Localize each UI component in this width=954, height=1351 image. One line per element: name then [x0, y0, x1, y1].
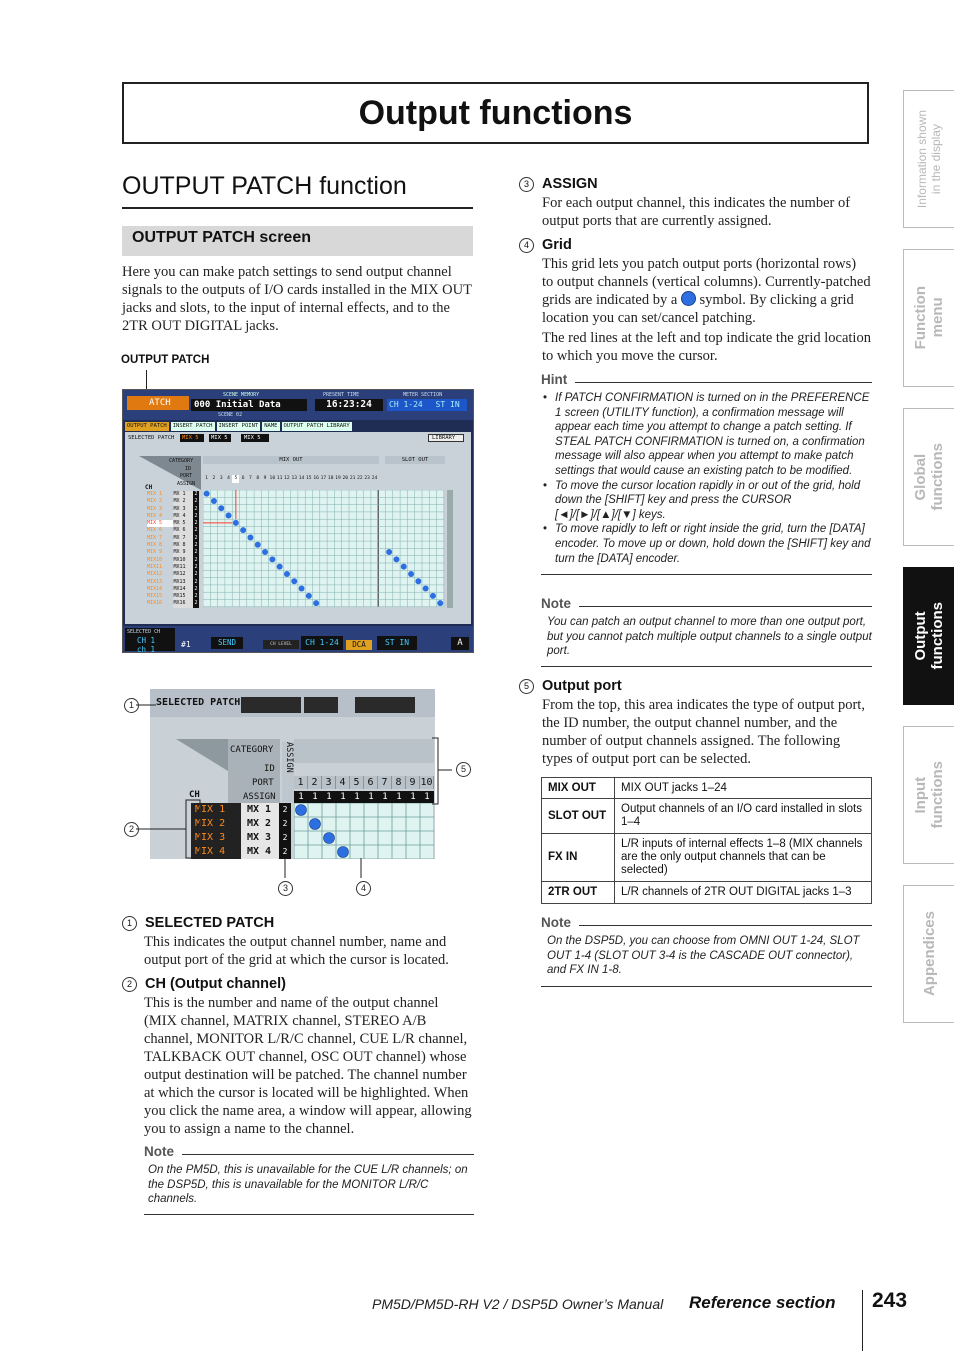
patch-grid[interactable] [203, 490, 445, 608]
patch-dot[interactable] [408, 571, 414, 577]
row-ch: MIX11 [147, 563, 163, 570]
patch-dot[interactable] [306, 593, 312, 599]
item-title: Grid [542, 237, 572, 253]
item-text: From the top, this area indicates the type of output port, the ID number, the output channel number, and the number of output channels assigned. The following types of output port can be selected. [542, 697, 865, 767]
callout-4: 4 [356, 881, 371, 896]
zoom-port-count: 1 [364, 791, 378, 803]
selected-ch: MIX 5 [180, 434, 204, 442]
grid-column-number: 3 [219, 476, 223, 481]
zoom-row-name: MX 2 [241, 817, 279, 831]
patch-dot[interactable] [313, 600, 319, 606]
zoom-row-assign: 2 [279, 803, 291, 817]
grid-row-label[interactable] [147, 491, 199, 498]
note-label: Note [541, 596, 571, 611]
zoom-category-label: CATEGORY [230, 745, 274, 755]
note-label: Note [144, 1144, 174, 1159]
callout-1: 1 [124, 698, 139, 713]
grid-column-number: 23 [364, 476, 370, 481]
row-name: MX 7 [173, 535, 194, 542]
grid-row-label[interactable] [147, 600, 199, 607]
row-name: MX 6 [173, 527, 194, 534]
zoom-row-name: MX 4 [241, 845, 279, 859]
zoom-column-number: 10 [420, 777, 433, 788]
page-title: Output functions [358, 93, 633, 132]
zoom-row-assign: 2 [279, 845, 291, 859]
zoom-port-count: 1 [392, 791, 406, 803]
grid-column-number: 1 [205, 476, 209, 481]
callout-5: 5 [456, 762, 471, 777]
scene-name: Initial Data [215, 400, 281, 410]
screen-function-tab[interactable]: ATCH [127, 396, 189, 410]
row-assign: 2 [194, 505, 198, 512]
patch-dot[interactable] [291, 578, 297, 584]
row-ch: MIX13 [147, 578, 163, 585]
zoom-row-assign: 2 [279, 831, 291, 845]
output-patch-screenshot [122, 389, 474, 653]
row-ch: MIX 8 [147, 542, 163, 549]
output-port-table [541, 777, 872, 904]
meter-section-label: METER SECTION [403, 392, 443, 398]
grid-column-number: 14 [298, 476, 305, 481]
selected-port: MIX 5 [241, 434, 269, 442]
row-assign: 2 [194, 527, 198, 534]
row-name: MX12 [173, 571, 194, 578]
grid-row-label[interactable] [147, 564, 199, 571]
callout-3: 3 [278, 881, 293, 896]
zoom-row-ch: MIX 1 [191, 803, 241, 817]
grid-row-label[interactable] [147, 506, 199, 513]
row-ch: MIX 3 [147, 505, 163, 512]
note-ch [144, 1144, 474, 1215]
port-desc: MIX OUT jacks 1–24 [615, 778, 872, 799]
item-title: Output port [542, 678, 622, 694]
row-name: MX15 [173, 593, 194, 600]
grid-row-label[interactable] [147, 571, 199, 578]
mix-out-header: MIX OUT [203, 456, 379, 464]
patch-dot[interactable] [284, 571, 290, 577]
zoom-port-count: 1 [322, 791, 336, 803]
patch-dot[interactable] [430, 593, 436, 599]
row-ch: MIX 5 [147, 520, 173, 527]
hint-label: Hint [541, 372, 568, 387]
grid-port-label: PORT [180, 473, 193, 479]
table-row [542, 799, 872, 834]
row-name: MX10 [173, 557, 194, 564]
row-assign: 2 [194, 542, 198, 549]
row-assign: 2 [194, 563, 198, 570]
hint-item: • To move rapidly to left or right inside the grid, turn the [DATA] encoder. To move up or down, hold down the [SHIFT] key and turn the [DATA] encoder. [541, 522, 872, 566]
row-name: MX 1 [173, 491, 194, 498]
grid-row-label[interactable] [147, 513, 199, 520]
row-name: MX 2 [173, 498, 194, 505]
side-tab-global[interactable] [903, 408, 954, 546]
item-text: For each output channel, this indicates the number of output ports that are currently assigned. [542, 195, 851, 229]
grid-row-label[interactable] [147, 557, 199, 564]
item-number: 3 [519, 177, 534, 192]
screen-tab-insert-point[interactable]: INSERT POINT [218, 423, 259, 429]
hint-item: • To move the cursor location rapidly in or out of the grid, hold down the [SHIFT] key and press the CURSOR [◄]/[►]/[▲]/[▼] keys. [541, 479, 872, 523]
grid-row-label[interactable] [147, 498, 199, 505]
row-assign: 2 [194, 571, 198, 578]
grid-row-label[interactable] [147, 520, 199, 527]
row-assign: 2 [194, 491, 198, 497]
zoom-port-count: 1 [420, 791, 434, 803]
page-title-box [122, 82, 869, 144]
patch-dot[interactable] [226, 513, 232, 519]
row-ch: MIX 1 [147, 491, 163, 497]
grid-row-label[interactable] [147, 542, 199, 549]
side-tab-appendices[interactable] [903, 885, 954, 1023]
grid-row-label[interactable] [147, 549, 199, 556]
patch-dot[interactable] [262, 549, 268, 555]
meter-a: CH 1-24 [389, 400, 423, 409]
note-text: On the DSP5D, you can choose from OMNI OUT 1-24, SLOT OUT 1-4 (SLOT OUT 3-4 is the CASCADE OUT connector), and FX IN 1-8. [547, 935, 860, 977]
row-ch: MIX12 [147, 571, 163, 578]
grid-column-number: 21 [349, 476, 356, 481]
zoom-column-number: 7 [378, 776, 392, 789]
scene-display[interactable] [191, 399, 307, 411]
grid-column-number: 19 [335, 476, 341, 481]
item-number: 1 [122, 916, 137, 931]
hint-item: • If PATCH CONFIRMATION is turned on in the PREFERENCE 1 screen (UTILITY function), a confirmation message will appear each time you attempt to change a patch setting. If STEAL PATCH CONFIRMATION is turned on, a confirmation message will also appear when you attempt to make patch settings that would cause an existing patch to be modified. [541, 391, 872, 479]
zoom-assign-vertical: ASSIGN [282, 742, 294, 802]
note-text: You can patch an output channel to more than one output port, but you cannot patch multiple output channels to a single output port. [547, 616, 872, 658]
table-row [542, 882, 872, 904]
zoom-assign-label: ASSIGN [243, 792, 276, 802]
port-type: MIX OUT [542, 778, 615, 799]
selected-name: MIX 5 [209, 434, 231, 442]
note-dsp [541, 915, 872, 987]
grid-row-label[interactable] [147, 579, 199, 586]
port-type: SLOT OUT [542, 799, 615, 834]
row-assign: 2 [194, 520, 198, 527]
grid-assign-label: ASSIGN [177, 481, 196, 487]
grid-column-number: 12 [284, 476, 290, 481]
zoom-column-number: 9 [406, 776, 420, 789]
patch-dot[interactable] [386, 549, 392, 555]
callout-2: 2 [124, 822, 139, 837]
row-assign: 2 [194, 585, 198, 592]
row-ch: MIX14 [147, 585, 163, 592]
grid-column-number: 10 [269, 476, 276, 481]
zoom-column-number: 8 [392, 776, 406, 789]
grid-column-number: 20 [342, 476, 349, 481]
port-desc: L/R inputs of internal effects 1–8 (MIX channels are the only output channels that can be selected) [615, 834, 872, 882]
side-tab-label: Information shown in the display [915, 109, 943, 209]
send-button[interactable]: SEND [211, 637, 243, 649]
grid-column-number: 22 [357, 476, 363, 481]
item-output-port [519, 678, 871, 768]
row-assign: 2 [194, 512, 198, 519]
patch-dot[interactable] [233, 520, 239, 526]
item-text: This is the number and name of the output channel (MIX channel, MATRIX channel, STEREO A/B channel, MONITOR L/R/C channel, CUE L/R channel, TALKBACK OUT channel, OSC OUT channel) whose output destination will be patched. The channel number at which the cursor is located will be highlighted. When you click the name area, a window will appear, allowing you to assign a name to the channel. [144, 995, 472, 1137]
item-ch [122, 976, 474, 1138]
patch-dot[interactable] [401, 564, 407, 570]
grid-row-label[interactable] [147, 593, 199, 600]
side-tab-label: Output functions [912, 602, 946, 670]
bottom-letter: A [451, 637, 469, 650]
grid-column-number: 7 [249, 476, 252, 481]
zoom-row-ch: MIX 3 [191, 831, 241, 845]
item-title: ASSIGN [542, 176, 598, 192]
screen-tab-insert-patch[interactable]: INSERT PATCH [172, 423, 213, 429]
present-time: 16:23:24 [315, 399, 383, 411]
item-text: This indicates the output channel number, name and output port of the grid at which the cursor is located. [144, 934, 449, 968]
column-number-row [203, 475, 386, 483]
grid-column-number: 13 [291, 476, 297, 481]
grid-column-number: 6 [241, 476, 245, 481]
zoom-row-name: MX 1 [241, 803, 279, 817]
present-time-label: PRESENT TIME [323, 392, 360, 398]
scene-sub: SCENE 02 [218, 412, 243, 418]
footer-manual: PM5D/PM5D-RH V2 / DSP5D Owner’s Manual [372, 1296, 664, 1312]
item-number: 5 [519, 679, 534, 694]
meter-section[interactable] [387, 399, 467, 411]
row-assign: 2 [194, 600, 198, 607]
row-name: MX 5 [173, 520, 194, 527]
patch-dot[interactable] [247, 534, 253, 540]
scene-memory-label: SCENE MEMORY [223, 392, 260, 398]
grid-row-label[interactable] [147, 527, 199, 534]
zoom-column-number: 6 [364, 776, 378, 789]
zoom-row-ch: MIX 2 [191, 817, 241, 831]
item-text: symbol. By clicking a grid location you can set/cancel patching. [542, 292, 854, 326]
side-tab-function-menu[interactable] [903, 249, 954, 387]
item-grid [519, 237, 871, 365]
row-assign: 2 [194, 578, 198, 585]
ch-level: CH LEVEL [263, 640, 299, 649]
row-name: MX 9 [173, 549, 194, 556]
side-tab-label: Global functions [912, 443, 946, 511]
screenshot-caption: OUTPUT PATCH [121, 354, 210, 366]
screen-tab-library[interactable]: OUTPUT PATCH LIBRARY [283, 423, 350, 429]
row-name: MX 4 [173, 513, 194, 520]
item-text: This grid lets you patch output ports (horizontal rows) to output channels (vertical columns). Currently-patched grids are indicated by a [542, 256, 871, 308]
zoom-ch-label: CH [189, 790, 200, 800]
patch-dot[interactable] [423, 586, 429, 592]
row-assign: 2 [194, 534, 198, 541]
grid-column-number: 11 [276, 476, 283, 481]
footer-section: Reference section [689, 1293, 836, 1312]
patch-dot[interactable] [218, 505, 224, 511]
footer-rule [862, 1290, 863, 1351]
screen-tab-row [125, 422, 471, 431]
row-ch: MIX 4 [147, 512, 163, 519]
row-name: MX13 [173, 579, 194, 586]
patch-dot[interactable] [437, 600, 443, 606]
fader-st[interactable]: ST IN [377, 636, 417, 650]
screen-tab-name[interactable]: NAME [264, 423, 278, 429]
zoom-column-number: 1 [294, 776, 308, 789]
zoom-row-assign: 2 [279, 817, 291, 831]
row-assign: 2 [194, 498, 198, 505]
note-label: Note [541, 915, 571, 930]
zoom-row-ch: MIX 4 [191, 845, 241, 859]
zoom-port-count: 1 [294, 791, 308, 803]
patch-dot[interactable] [299, 586, 305, 592]
grid-column-number: 5 [232, 475, 239, 483]
bottom-ch: CH 1 [137, 636, 156, 645]
patch-dot[interactable] [393, 556, 399, 562]
side-tab-input[interactable] [903, 726, 954, 864]
zoom-column-number: 2 [308, 776, 322, 789]
fader-dca[interactable]: DCA [346, 640, 372, 650]
row-assign: 2 [194, 593, 198, 600]
row-ch: MIX16 [147, 600, 163, 607]
grid-column-number: 18 [327, 476, 334, 481]
grid-id-label: ID [185, 466, 192, 472]
note-grid [541, 596, 872, 667]
row-ch: MIX 9 [147, 549, 163, 556]
patch-dot[interactable] [269, 556, 275, 562]
row-name: MX 3 [173, 506, 194, 513]
grid-column-number: 16 [313, 476, 319, 481]
grid-row-label[interactable] [147, 586, 199, 593]
hint-box [541, 372, 872, 575]
item-selected-patch [122, 915, 474, 969]
callout-lines [120, 690, 480, 900]
zoom-port-count: 1 [336, 791, 350, 803]
item-title: SELECTED PATCH [145, 915, 275, 931]
side-tab-label: Appendices [920, 911, 938, 997]
zoom-id-label: ID [264, 764, 275, 774]
zoom-column-number: 3 [322, 776, 336, 789]
page-number: 243 [872, 1289, 908, 1312]
intro-text: Here you can make patch settings to send output channel signals to the outputs of I/O cards installed in the MIX OUT jacks and slots, to the input of internal effects, and to the 2TR OUT DIGITAL jacks. [122, 264, 472, 334]
screen-tab-output-patch[interactable]: OUTPUT PATCH [127, 423, 167, 429]
row-name: MX14 [173, 586, 194, 593]
grid-scrollbar[interactable] [447, 490, 453, 608]
item-number: 2 [122, 977, 137, 992]
grid-column-number: 2 [212, 476, 216, 481]
row-ch: MIX 6 [147, 527, 163, 534]
patch-dot-icon [681, 291, 696, 306]
grid-row-label[interactable] [147, 535, 199, 542]
port-type: FX IN [542, 834, 615, 882]
library-button[interactable]: LIBRARY [428, 434, 464, 442]
grid-column-number: 24 [371, 476, 378, 481]
zoom-column-number: 4 [336, 776, 350, 789]
zoom-row-name: MX 3 [241, 831, 279, 845]
port-desc: L/R channels of 2TR OUT DIGITAL jacks 1–3 [615, 882, 872, 904]
table-row [542, 834, 872, 882]
slot-out-header: SLOT OUT [385, 456, 445, 464]
meter-b: ST IN [435, 400, 460, 409]
patch-dot[interactable] [277, 564, 283, 570]
zoom-port-count: 1 [350, 791, 364, 803]
row-ch: MIX15 [147, 593, 163, 600]
patch-dot[interactable] [211, 498, 217, 504]
zoom-port-count: 1 [308, 791, 322, 803]
zoom-port-count: 1 [378, 791, 392, 803]
bottom-id: #1 [181, 640, 191, 649]
item-title: CH (Output channel) [145, 976, 286, 992]
grid-ch-label: CH [145, 484, 153, 491]
grid-column-number: 15 [306, 476, 312, 481]
subsection-title: OUTPUT PATCH screen [122, 226, 473, 256]
row-label-list [147, 491, 199, 608]
zoom-selected-patch-label: SELECTED PATCH [156, 697, 241, 708]
port-desc: Output channels of an I/O card installed in slots 1–4 [615, 799, 872, 834]
grid-column-number: 4 [227, 476, 230, 481]
scene-number: 000 [194, 400, 211, 410]
grid-category-label: CATEGORY [169, 458, 194, 464]
row-assign: 2 [194, 556, 198, 563]
row-name: MX16 [173, 600, 194, 607]
zoom-column-number: 5 [350, 776, 364, 789]
row-name: MX11 [173, 564, 194, 571]
patch-dot[interactable] [204, 491, 210, 497]
patch-dot[interactable] [240, 527, 246, 533]
row-ch: MIX10 [147, 556, 163, 563]
grid-column-number: 9 [263, 476, 267, 481]
bottom-selected [125, 628, 175, 651]
zoom-port-label: PORT [252, 778, 274, 788]
note-text: On the PM5D, this is unavailable for the CUE L/R channels; on the DSP5D, this is unavailable for the MONITOR L/R/C channels. [148, 1164, 468, 1206]
row-assign: 2 [194, 549, 198, 556]
grid-column-number: 17 [320, 476, 327, 481]
item-text-2: The red lines at the left and top indicate the grid location to which you move the cursor. [542, 330, 871, 364]
patch-dot[interactable] [255, 542, 261, 548]
bottom-ch-name: ch 1 [137, 645, 156, 653]
side-tab-label: Input functions [912, 761, 946, 829]
side-tab-output[interactable] [903, 567, 954, 705]
side-tab-label: Function menu [912, 286, 946, 350]
zoom-port-count: 1 [406, 791, 420, 803]
side-tab-information[interactable] [903, 90, 954, 228]
row-name: MX 8 [173, 542, 194, 549]
grid-column-number: 8 [256, 476, 260, 481]
fader-a[interactable]: CH 1-24 [301, 636, 343, 650]
patch-dot[interactable] [415, 578, 421, 584]
port-type: 2TR OUT [542, 882, 615, 904]
item-assign [519, 176, 871, 230]
bottom-selected-label: SELECTED CH [127, 629, 161, 635]
item-number: 4 [519, 238, 534, 253]
row-ch: MIX 2 [147, 498, 163, 505]
table-row [542, 778, 872, 799]
row-ch: MIX 7 [147, 534, 163, 541]
selected-patch-label: SELECTED PATCH [128, 435, 175, 441]
section-title: OUTPUT PATCH function [122, 172, 473, 209]
